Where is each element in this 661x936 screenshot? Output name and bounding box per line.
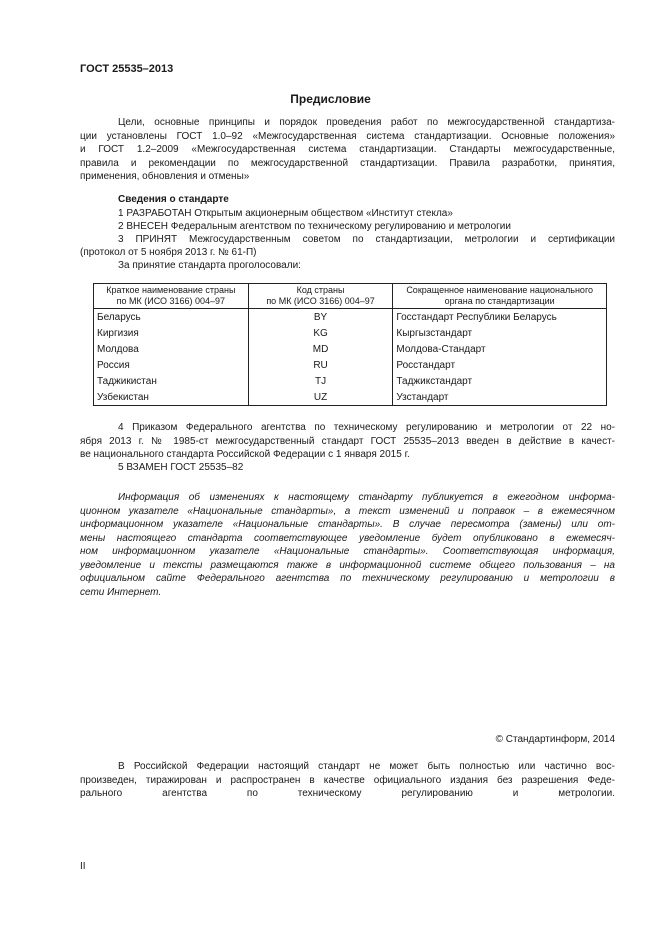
item-5: 5 ВЗАМЕН ГОСТ 25535–82 <box>118 462 244 473</box>
standard-info-item-1: 1 РАЗРАБОТАН Открытым акционерным обществом «Институт стекла» <box>118 208 453 219</box>
country-code: BY <box>248 309 393 326</box>
country-name: Киргизия <box>94 325 249 341</box>
country-name: Молдова <box>94 341 249 357</box>
table-row <box>94 357 607 373</box>
info-line: информационном указателе «Национальные стандарты». В случае пересмотра (замены) или от- <box>80 519 615 530</box>
country-code: RU <box>248 357 393 373</box>
standard-info-item-3: 3 ПРИНЯТ Межгосударственным советом по стандартизации, метрологии и сертификации <box>118 234 615 245</box>
standards-body: Кыргызстандарт <box>393 325 607 341</box>
item-4-paragraph <box>80 421 615 462</box>
info-line: официальном сайте Федерального агентства по техническому регулированию и метрологии в <box>80 573 615 584</box>
column-header-code <box>248 284 393 309</box>
page-number: II <box>80 861 86 872</box>
intro-line: Цели, основные принципы и порядок проведения работ по межгосударственной стандартиза- <box>118 117 615 128</box>
country-code: KG <box>248 325 393 341</box>
standards-body: Таджикстандарт <box>393 373 607 389</box>
column-header-country <box>94 284 249 309</box>
rf-notice <box>80 760 615 801</box>
rf-line: произведен, тиражирован и распространен в качестве официального издания без разрешения Феде- <box>80 774 615 786</box>
header-line: по МК (ИСО 3166) 004–97 <box>266 296 375 306</box>
info-line: Информация об изменениях к настоящему стандарту публикуется в ежегодном информа- <box>118 492 615 503</box>
voted-label: За принятие стандарта проголосовали: <box>118 260 301 271</box>
table-row <box>94 309 607 326</box>
info-line: сети Интернет. <box>80 586 162 598</box>
header-line: Сокращенное наименование национального <box>406 285 594 295</box>
intro-line: применения, обновления и отмены» <box>80 171 250 182</box>
intro-paragraph <box>80 116 615 184</box>
copyright: © Стандартинформ, 2014 <box>495 734 615 745</box>
rf-line: В Российской Федерации настоящий стандарт не может быть полностью или частично вос- <box>118 761 615 772</box>
info-line: уведомление и тексты размещаются также в информационной системе общего пользования – на <box>80 559 615 571</box>
standards-body: Молдова-Стандарт <box>393 341 607 357</box>
standards-body: Узстандарт <box>393 389 607 406</box>
countries-table <box>93 283 607 406</box>
item-4-line: 4 Приказом Федерального агентства по техническому регулированию и метрологии от 22 но- <box>118 422 615 433</box>
country-code: MD <box>248 341 393 357</box>
intro-line: и ГОСТ 1.2–2009 «Межгосударственная система стандартизации. Стандарты межгосударственные, <box>80 144 615 155</box>
country-code: UZ <box>248 389 393 406</box>
country-code: TJ <box>248 373 393 389</box>
info-line: мены настоящего стандарта соответствующее уведомление будет опубликовано в ежемесяч- <box>80 532 615 544</box>
table-row <box>94 325 607 341</box>
country-name: Беларусь <box>94 309 249 326</box>
item-4-line: ве национального стандарта Российской Федерации с 1 января 2015 г. <box>80 449 410 460</box>
standard-info-heading: Сведения о стандарте <box>118 194 229 205</box>
header-line: органа по стандартизации <box>444 296 555 306</box>
document-number: ГОСТ 25535–2013 <box>80 63 174 75</box>
country-name: Узбекистан <box>94 389 249 406</box>
page-title: Предисловие <box>290 92 371 106</box>
country-name: Россия <box>94 357 249 373</box>
standard-info-item-3-protocol: (протокол от 5 ноября 2013 г. № 61-П) <box>80 247 257 258</box>
intro-line: ции установлены ГОСТ 1.0–92 «Межгосударственная система стандартизации. Основные положения» <box>80 130 615 142</box>
table-row <box>94 373 607 389</box>
info-notice <box>80 491 615 599</box>
header-line: Код страны <box>296 285 345 295</box>
header-line: Краткое наименование страны <box>106 285 236 295</box>
info-line: ном информационном указателе «Национальные стандарты». Соответствующая информация, <box>80 546 615 557</box>
column-header-body <box>393 284 607 309</box>
standard-info-item-2: 2 ВНЕСЕН Федеральным агентством по техническому регулированию и метрологии <box>118 221 511 232</box>
info-line: ционном указателе «Национальные стандарты», а текст изменений и поправок – в ежемесячном <box>80 505 615 517</box>
table-row <box>94 341 607 357</box>
header-line: по МК (ИСО 3166) 004–97 <box>116 296 226 306</box>
standards-body: Госстандарт Республики Беларусь <box>393 309 607 326</box>
standards-body: Росстандарт <box>393 357 607 373</box>
table-row <box>94 389 607 406</box>
intro-line: правила и рекомендации по межгосударственной стандартизации. Правила разработки, принятия, <box>80 157 615 169</box>
rf-line: рального агентства по техническому регулированию и метрологии. <box>80 788 615 799</box>
table-header-row <box>94 284 607 309</box>
item-4-line: ября 2013 г. № 1985-ст межгосударственный стандарт ГОСТ 25535–2013 введен в действие в качест- <box>80 435 615 447</box>
country-name: Таджикистан <box>94 373 249 389</box>
